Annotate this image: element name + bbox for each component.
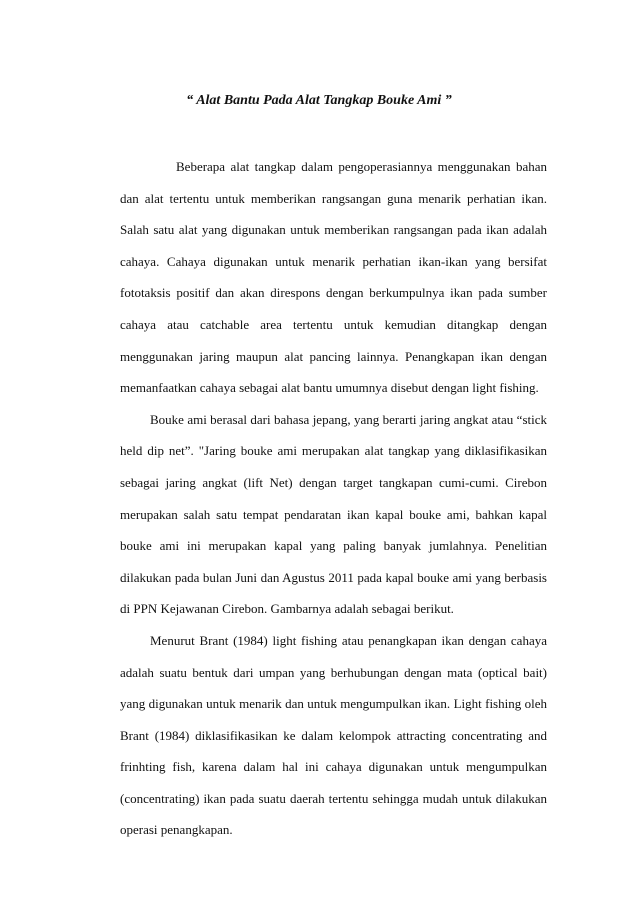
document-body (120, 151, 547, 846)
document-title: “ Alat Bantu Pada Alat Tangkap Bouke Ami ” (186, 93, 452, 108)
paragraph-3: Menurut Brant (1984) light fishing atau penangkapan ikan dengan cahaya adalah suatu bentuk dari umpan yang berhubungan dengan mata (optical bait) yang digunakan untuk menarik dan untuk mengumpulkan ikan. Light fishing oleh Brant (1984) diklasifikasikan ke dalam kelompok attracting concentrating and frinhting fish, karena dalam hal ini cahaya digunakan untuk mengumpulkan (concentrating) ikan pada suatu daerah tertentu sehingga mudah untuk dilakukan operasi penangkapan. (120, 632, 547, 838)
paragraph-2: Bouke ami berasal dari bahasa jepang, yang berarti jaring angkat atau “stick held dip net”. "Jaring bouke ami merupakan alat tangkap yang diklasifikasikan sebagai jaring angkat (lift Net) dengan target tangkapan cumi-cumi. Cirebon merupakan salah satu tempat pendaratan ikan kapal bouke ami, bahkan kapal bouke ami ini merupakan kapal yang paling banyak jumlahnya. Penelitian dilakukan pada bulan Juni dan Agustus 2011 pada kapal bouke ami yang berbasis di PPN Kejawanan Cirebon. Gambarnya adalah sebagai berikut. (120, 411, 547, 617)
paragraph-1: Beberapa alat tangkap dalam pengoperasiannya menggunakan bahan dan alat tertentu untuk memberikan rangsangan guna menarik perhatian ikan. Salah satu alat yang digunakan untuk memberikan rangsangan pada ikan adalah cahaya. Cahaya digunakan untuk menarik perhatian ikan-ikan yang bersifat fototaksis positif dan akan direspons dengan berkumpulnya ikan pada sumber cahaya atau catchable area tertentu untuk kemudian ditangkap dengan menggunakan jaring maupun alat pancing lainnya. Penangkapan ikan dengan memanfaatkan cahaya sebagai alat bantu umumnya disebut dengan light fishing. (120, 159, 547, 396)
